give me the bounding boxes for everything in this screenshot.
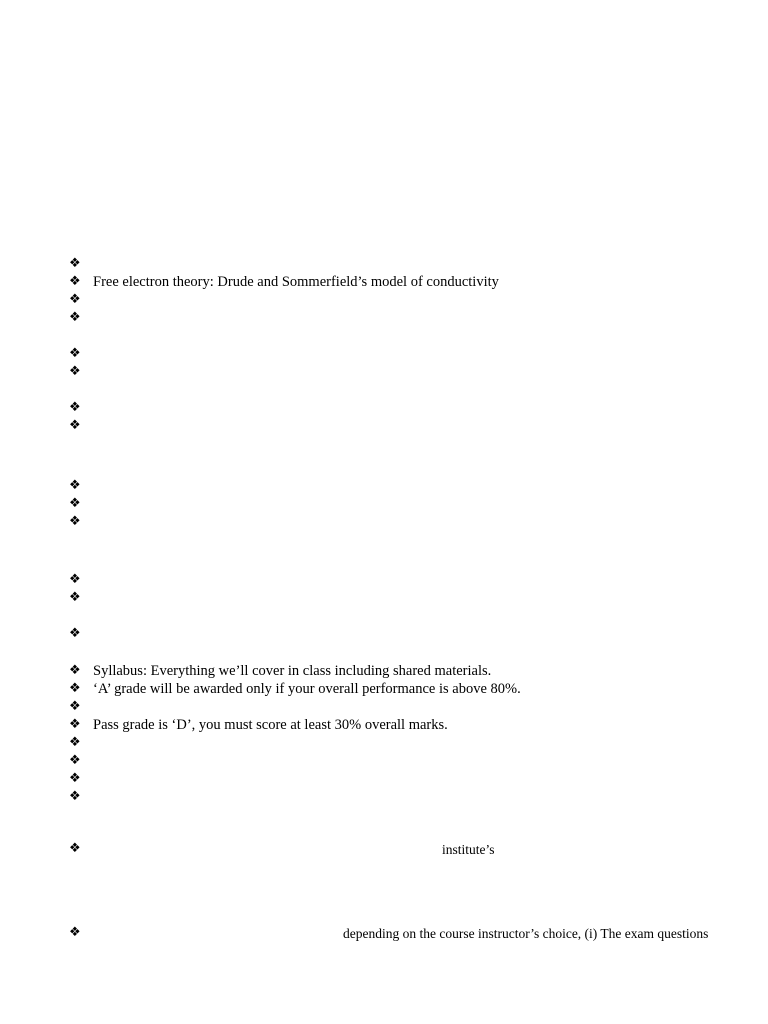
list-item-text: Free electron theory: Drude and Sommerfield’s model of conductivity [93,274,499,290]
list-item-text: ‘A’ grade will be awarded only if your overall performance is above 80%. [93,681,521,697]
bullet-icon: ❖ [69,699,81,714]
bullet-icon: ❖ [69,590,81,605]
bullet-icon: ❖ [69,274,81,289]
bullet-icon: ❖ [69,789,81,804]
bullet-icon: ❖ [69,514,81,529]
list-item-text: depending on the course instructor’s choice, (i) The exam questions [343,926,709,941]
bullet-icon: ❖ [69,572,81,587]
bullet-icon: ❖ [69,925,81,940]
bullet-icon: ❖ [69,418,81,433]
bullet-icon: ❖ [69,626,81,641]
bullet-icon: ❖ [69,771,81,786]
bullet-icon: ❖ [69,753,81,768]
bullet-icon: ❖ [69,310,81,325]
bullet-icon: ❖ [69,400,81,415]
bullet-icon: ❖ [69,346,81,361]
bullet-icon: ❖ [69,364,81,379]
bullet-icon: ❖ [69,256,81,271]
list-item-text: Syllabus: Everything we’ll cover in class including shared materials. [93,663,492,679]
bullet-icon: ❖ [69,717,81,732]
bullet-icon: ❖ [69,681,81,696]
bullet-icon: ❖ [69,292,81,307]
bullet-icon: ❖ [69,496,81,511]
bullet-icon: ❖ [69,841,81,856]
bullet-icon: ❖ [69,735,81,750]
bullet-icon: ❖ [69,663,81,678]
bullet-icon: ❖ [69,478,81,493]
list-item-text: Pass grade is ‘D’, you must score at least 30% overall marks. [93,717,448,733]
list-item-text: institute’s [442,842,495,857]
